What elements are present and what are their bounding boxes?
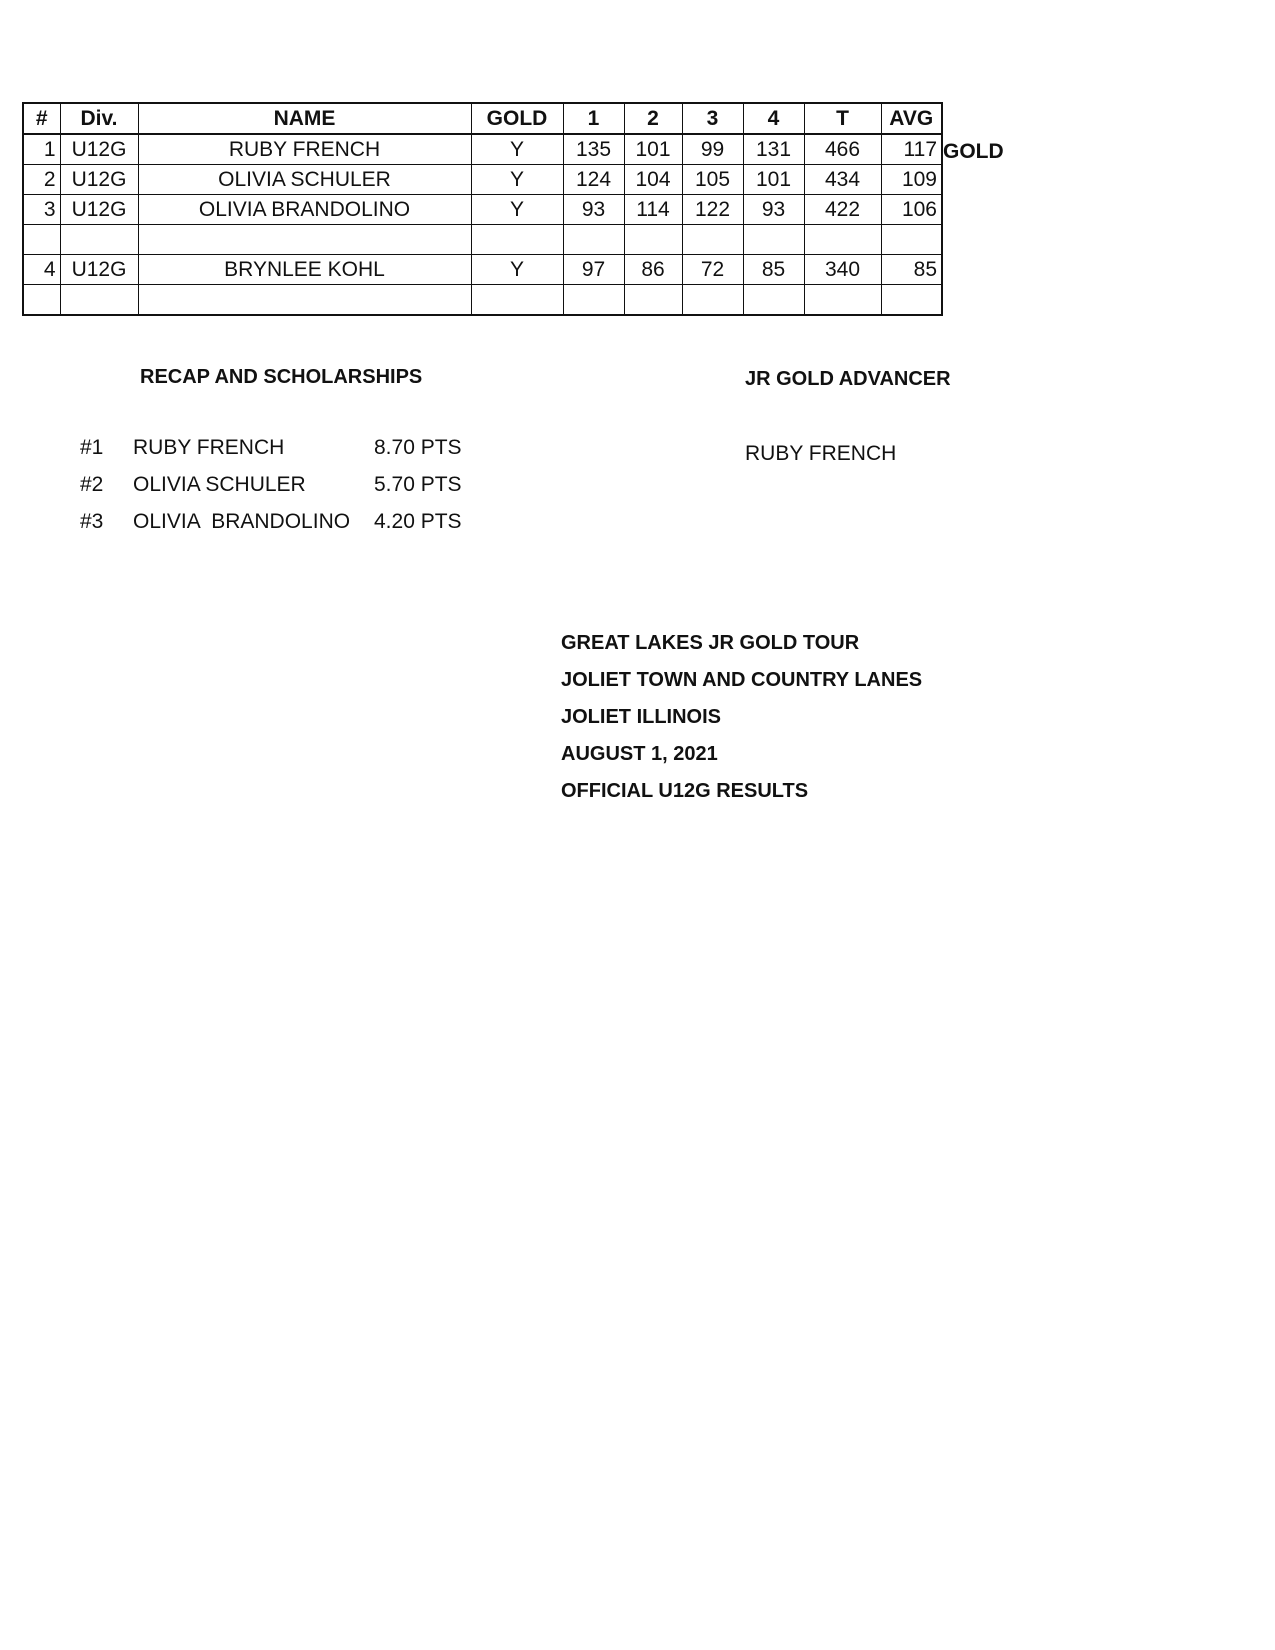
cell-empty [138, 225, 471, 255]
cell-game-2: 114 [624, 195, 682, 225]
cell-empty [23, 285, 60, 316]
cell-game-1: 97 [563, 255, 624, 285]
event-title: OFFICIAL U12G RESULTS [561, 780, 809, 802]
cell-empty [138, 285, 471, 316]
event-location: JOLIET ILLINOIS [561, 706, 722, 728]
recap-rank: #2 [80, 473, 104, 496]
cell-game-1: 93 [563, 195, 624, 225]
cell-empty [804, 225, 881, 255]
event-venue: JOLIET TOWN AND COUNTRY LANES [561, 669, 923, 691]
list-item [80, 436, 500, 473]
event-info [561, 625, 922, 810]
gold-note: GOLD [943, 140, 1004, 163]
cell-name: OLIVIA BRANDOLINO [138, 195, 471, 225]
cell-empty [60, 225, 138, 255]
cell-rank: 2 [23, 165, 60, 195]
cell-division: U12G [60, 165, 138, 195]
event-date: AUGUST 1, 2021 [561, 743, 718, 765]
recap-points: 4.20 PTS [374, 510, 462, 533]
event-tour: GREAT LAKES JR GOLD TOUR [561, 632, 860, 654]
cell-division: U12G [60, 255, 138, 285]
cell-game-4: 131 [743, 134, 804, 165]
cell-empty [682, 285, 743, 316]
cell-game-1: 124 [563, 165, 624, 195]
advancer-heading: JR GOLD ADVANCER [745, 368, 951, 390]
cell-game-3: 122 [682, 195, 743, 225]
header-game-2: 2 [624, 103, 682, 134]
cell-empty [471, 285, 563, 316]
cell-game-3: 105 [682, 165, 743, 195]
header-name: NAME [138, 103, 471, 134]
cell-division: U12G [60, 134, 138, 165]
table-row [23, 195, 942, 225]
cell-average: 85 [881, 255, 942, 285]
recap-name: OLIVIA SCHULER [133, 473, 306, 496]
list-item [80, 473, 500, 510]
cell-game-3: 72 [682, 255, 743, 285]
cell-rank: 1 [23, 134, 60, 165]
cell-game-4: 101 [743, 165, 804, 195]
recap-rank: #1 [80, 436, 104, 459]
cell-gold: Y [471, 255, 563, 285]
results-table [22, 102, 943, 316]
cell-game-4: 93 [743, 195, 804, 225]
header-division: Div. [60, 103, 138, 134]
cell-empty [563, 225, 624, 255]
recap-name: OLIVIA BRANDOLINO [133, 510, 351, 533]
cell-rank: 3 [23, 195, 60, 225]
cell-total: 340 [804, 255, 881, 285]
recap-points: 5.70 PTS [374, 473, 462, 496]
header-total: T [804, 103, 881, 134]
cell-total: 466 [804, 134, 881, 165]
table-header-row [23, 103, 942, 134]
cell-game-3: 99 [682, 134, 743, 165]
header-game-1: 1 [563, 103, 624, 134]
cell-empty [563, 285, 624, 316]
cell-rank: 4 [23, 255, 60, 285]
cell-empty [881, 225, 942, 255]
header-average: AVG [881, 103, 942, 134]
recap-rank: #3 [80, 510, 104, 533]
table-row-empty [23, 225, 942, 255]
cell-average: 106 [881, 195, 942, 225]
cell-total: 422 [804, 195, 881, 225]
cell-empty [471, 225, 563, 255]
cell-name: RUBY FRENCH [138, 134, 471, 165]
cell-total: 434 [804, 165, 881, 195]
cell-name: BRYNLEE KOHL [138, 255, 471, 285]
cell-empty [624, 225, 682, 255]
cell-empty [881, 285, 942, 316]
cell-empty [60, 285, 138, 316]
table-row [23, 255, 942, 285]
header-game-4: 4 [743, 103, 804, 134]
cell-empty [624, 285, 682, 316]
recap-heading: RECAP AND SCHOLARSHIPS [140, 366, 423, 388]
table-row [23, 134, 942, 165]
header-game-3: 3 [682, 103, 743, 134]
table-row [23, 165, 942, 195]
header-gold: GOLD [471, 103, 563, 134]
cell-game-4: 85 [743, 255, 804, 285]
table-row-empty [23, 285, 942, 316]
cell-gold: Y [471, 195, 563, 225]
cell-division: U12G [60, 195, 138, 225]
cell-empty [682, 225, 743, 255]
list-item [80, 510, 500, 547]
cell-empty [23, 225, 60, 255]
cell-empty [743, 285, 804, 316]
cell-game-1: 135 [563, 134, 624, 165]
cell-gold: Y [471, 134, 563, 165]
cell-game-2: 86 [624, 255, 682, 285]
cell-game-2: 104 [624, 165, 682, 195]
cell-gold: Y [471, 165, 563, 195]
advancer-name: RUBY FRENCH [745, 442, 897, 465]
recap-points: 8.70 PTS [374, 436, 462, 459]
cell-average: 109 [881, 165, 942, 195]
recap-list [80, 436, 500, 547]
cell-name: OLIVIA SCHULER [138, 165, 471, 195]
cell-game-2: 101 [624, 134, 682, 165]
cell-average: 117 [881, 134, 942, 165]
header-rank: # [23, 103, 60, 134]
recap-name: RUBY FRENCH [133, 436, 285, 459]
cell-empty [804, 285, 881, 316]
cell-empty [743, 225, 804, 255]
